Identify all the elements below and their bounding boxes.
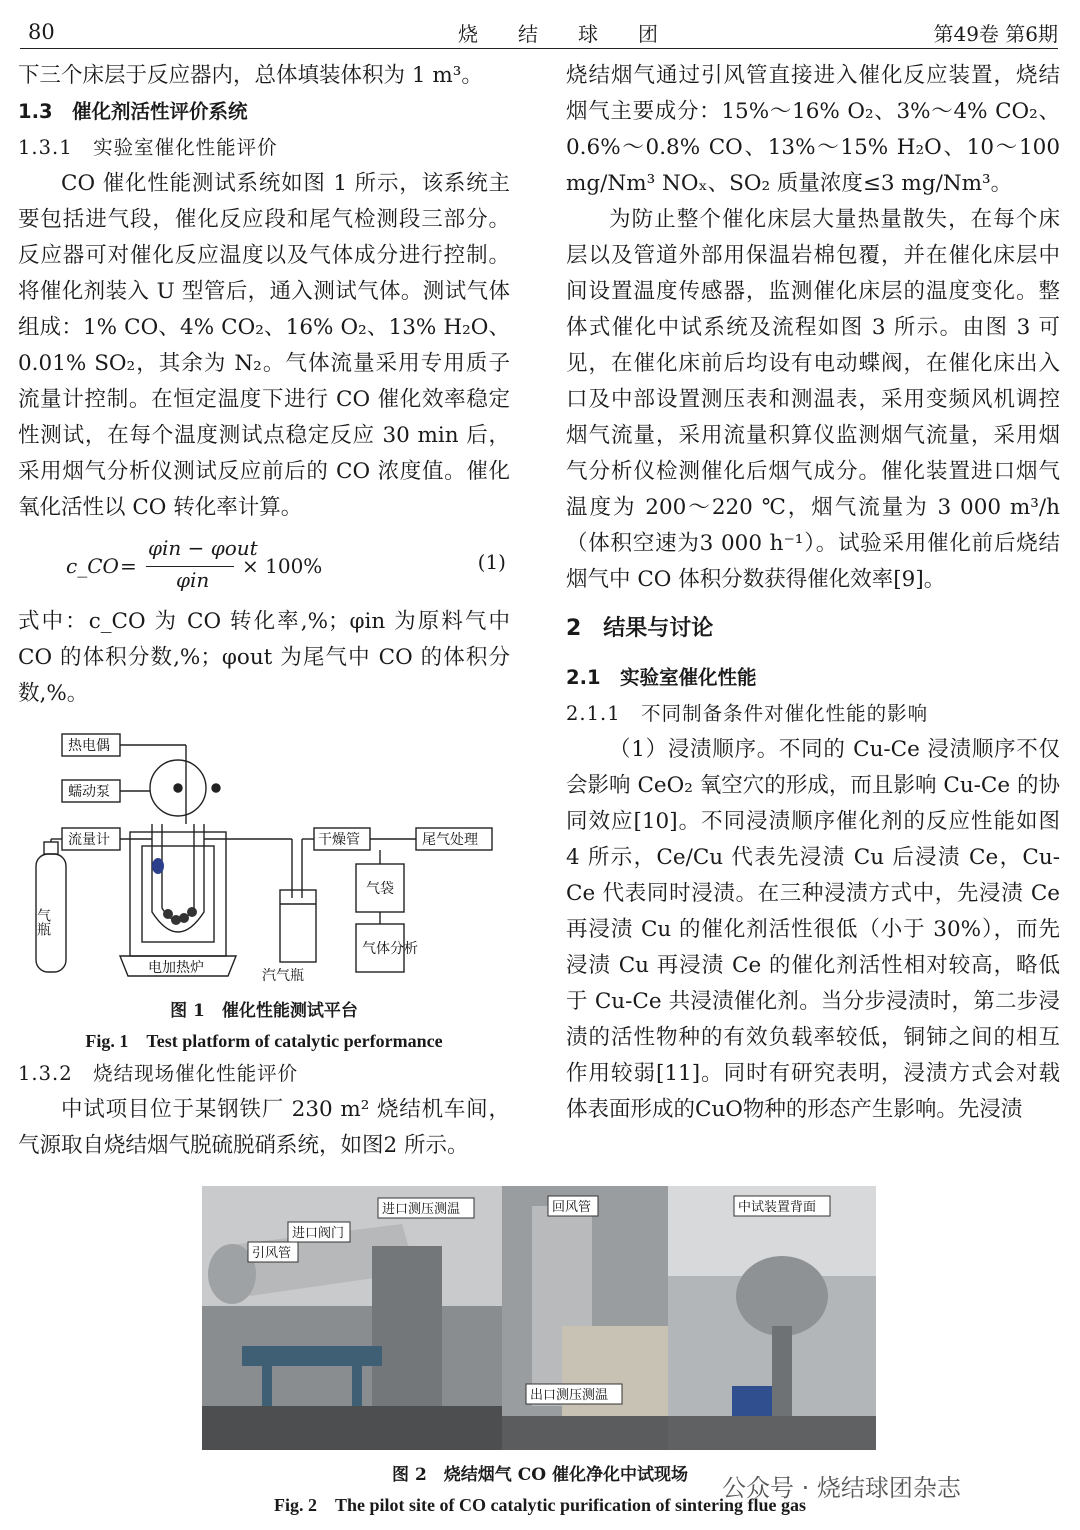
paragraph: 式中：c_CO 为 CO 转化率,%；φin 为原料气中 CO 的体积分数,%；φout 为尾气中 CO 的体积分数,%。: [18, 609, 510, 706]
photo-label-device-back: 中试装置背面: [738, 1200, 817, 1215]
figure-2-caption-cn: 图 2 烧结烟气 CO 催化净化中试现场: [392, 1465, 688, 1485]
furnace-body: [130, 832, 226, 956]
paragraph: （1）浸渍顺序。不同的 Cu-Ce 浸渍顺序不仅会影响 CeO₂ 氧空穴的形成，而且影响 Cu-Ce 的协同效应[10]。不同浸渍顺序催化剂的反应性能如图 4 所示，Ce/Cu 代表先浸渍 Cu 后浸渍 Ce，Cu-Ce 代表同时浸渍。在三种浸渍方式中，先浸渍 Ce 再浸渍 Cu 的催化剂活性很低（小于 30%），而先浸渍 Cu 再浸渍 Ce 的催化剂活性相对较高，略低于 Cu-Ce 共浸渍催化剂。当分步浸渍时，第二步浸渍的活性物种的有效负载率较低，铜铈之间的相互作用较弱[11]。同时有研究表明，浸渍方式会对载体表面形成的CuO物种的形态产生影响。先浸渍: [566, 737, 1060, 1122]
paragraph: 中试项目位于某钢铁厂 230 m² 烧结机车间，气源取自烧结烟气脱硫脱硝系统，如图2 所示。: [18, 1097, 510, 1158]
apparatus-diagram: [18, 728, 510, 996]
right-column: [566, 58, 1060, 1128]
subsection-heading-2-1-1: 2.1.1 不同制备条件对催化性能的影响: [566, 702, 929, 725]
equation-numerator: φin − φout: [148, 536, 258, 560]
photo-label-return-pipe: 回风管: [552, 1200, 592, 1215]
photo-label-induced-pipe: 引风管: [252, 1246, 292, 1261]
label-pump: 蠕动泵: [68, 784, 110, 800]
equation-lhs: c_CO: [66, 554, 119, 578]
subsection-heading-1-3-2: 1.3.2 烧结现场催化性能评价: [18, 1062, 299, 1085]
volume-issue: 第49卷 第6期: [933, 22, 1058, 46]
paragraph: 下三个床层于反应器内，总体填装体积为 1 m³。: [18, 63, 483, 88]
page-header: [20, 12, 1058, 49]
steam-bottle: [280, 890, 316, 962]
equation-equals: =: [120, 554, 137, 578]
section-heading-1-3: 1.3 催化剂活性评价系统: [18, 100, 248, 123]
paragraph: 为防止整个催化床层大量热量散失，在每个床层以及管道外部用保温岩棉包覆，并在催化床层中间设置温度传感器，监测催化床层的温度变化。整体式催化中试系统及流程如图 3 所示。由图 3 可见，在催化床前后均设有电动蝶阀，在催化床出入口及中部设置测压表和测温表，采用变频风机调控烟气流量，采用流量积算仪监测烟气流量，采用烟气分析仪检测催化后烟气成分。催化装置进口烟气温度为 200～220 ℃，烟气流量为 3 000 m³/h（体积空速为3 000 h⁻¹）。试验采用催化前后烧结烟气中 CO 体积分数获得催化效率[9]。: [566, 207, 1060, 592]
label-gas-cylinder: 气瓶: [35, 908, 51, 936]
left-column: [18, 58, 510, 1164]
wechat-watermark: 公众号 · 烧结球团杂志: [722, 1474, 961, 1502]
section-heading-2: 2 结果与讨论: [566, 616, 714, 641]
fraction-bar: [146, 566, 234, 567]
subsection-heading-1-3-1: 1.3.1 实验室催化性能评价: [18, 136, 278, 159]
figure-1-caption-cn: 图 1 催化性能测试平台: [170, 1001, 358, 1021]
label-flowmeter: 流量计: [68, 832, 110, 848]
paragraph: CO 催化性能测试系统如图 1 所示，该系统主要包括进气段，催化反应段和尾气检测段三部分。反应器可对催化反应温度以及气体成分进行控制。将催化剂装入 U 型管后，通入测试气体。测试气体组成：1% CO、4% CO₂、16% O₂、13% H₂O、0.01% SO₂，其余为 N₂。气体流量采用专用质子流量计控制。在恒定温度下进行 CO 催化效率稳定性测试，在每个温度测试点稳定反应 30 min 后，采用烟气分析仪测试反应前后的 CO 浓度值。催化氧化活性以 CO 转化率计算。: [18, 171, 510, 520]
label-furnace: 电加热炉: [148, 960, 204, 976]
label-drying-tube: 干燥管: [318, 832, 360, 848]
photo-label-outlet-measure: 出口测压测温: [530, 1388, 609, 1403]
paragraph: 烧结烟气通过引风管直接进入催化反应装置，烧结烟气主要成分：15%～16% O₂、3%～4% CO₂、0.6%～0.8% CO、13%～15% H₂O、10～100 mg/Nm³ NOₓ、SO₂ 质量浓度≤3 mg/Nm³。: [566, 63, 1060, 196]
label-steam-bottle: 汽气瓶: [262, 968, 304, 984]
page-number: 80: [28, 20, 55, 44]
figure-2-caption-en: Fig. 2 The pilot site of CO catalytic purification of sintering flue gas: [274, 1495, 806, 1515]
equation-denominator: φin: [176, 568, 210, 592]
label-analyzer: 气体分析: [362, 941, 418, 957]
photo-label-inlet-valve: 进口阀门: [292, 1226, 345, 1241]
label-gas-bag: 气袋: [366, 881, 394, 897]
figure-1-caption-en: Fig. 1 Test platform of catalytic performance: [85, 1031, 443, 1051]
journal-title: 烧结球团: [458, 22, 698, 46]
figure-2-photo: [202, 1186, 876, 1450]
label-thermocouple: 热电偶: [68, 738, 110, 754]
equation-factor: × 100%: [242, 554, 323, 578]
label-exhaust: 尾气处理: [422, 832, 478, 848]
figure-1-diagram: [18, 728, 510, 996]
equation-1: [18, 536, 510, 596]
photo-label-inlet-measure: 进口测压测温: [382, 1202, 461, 1217]
section-heading-2-1: 2.1 实验室催化性能: [566, 666, 757, 689]
pilot-site-photo: [202, 1186, 876, 1450]
equation-number: (1): [477, 550, 506, 574]
